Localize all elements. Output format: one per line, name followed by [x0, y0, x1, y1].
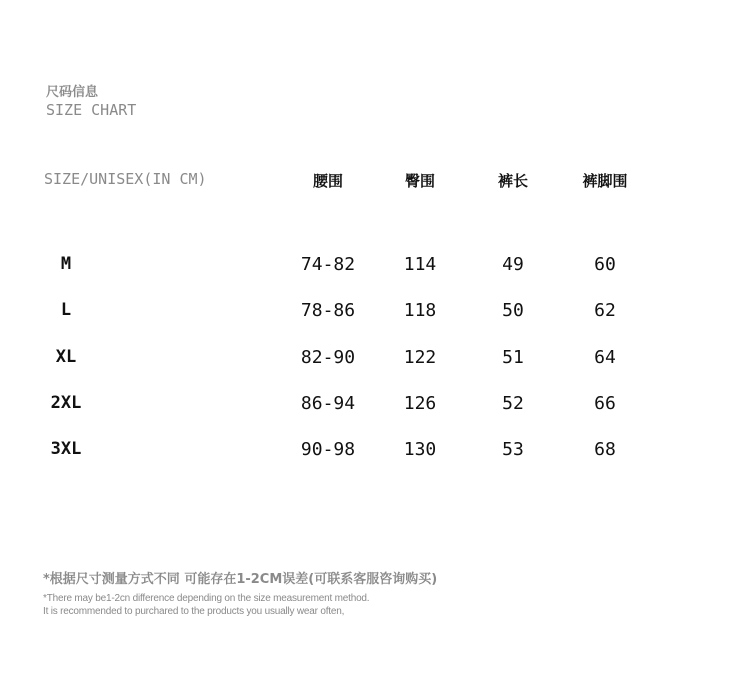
measurement-note-en-line2: It is recommended to purchared to the products you usually wear often,	[43, 606, 345, 617]
size-cell: M	[60, 254, 72, 274]
length-cell: 52	[502, 393, 524, 414]
length-cell: 49	[502, 254, 524, 275]
size-chart-heading-en: SIZE CHART	[46, 101, 137, 119]
waist-cell: 82-90	[300, 347, 356, 368]
column-header-length: 裤长	[497, 172, 528, 190]
length-cell: 51	[502, 347, 524, 368]
waist-cell: 74-82	[300, 254, 356, 275]
hip-cell: 118	[403, 300, 437, 321]
table-row	[0, 300, 750, 330]
column-header-waist: 腰围	[312, 172, 343, 190]
size-cell: 2XL	[50, 393, 82, 413]
table-row	[0, 347, 750, 377]
leg-opening-cell: 60	[594, 254, 616, 275]
table-row	[0, 439, 750, 469]
waist-cell: 90-98	[300, 439, 356, 460]
waist-cell: 86-94	[300, 393, 356, 414]
hip-cell: 114	[403, 254, 437, 275]
length-cell: 50	[502, 300, 524, 321]
table-row	[0, 393, 750, 423]
hip-cell: 126	[403, 393, 437, 414]
length-cell: 53	[502, 439, 524, 460]
size-cell: L	[60, 300, 72, 320]
size-column-header: SIZE/UNISEX(IN CM)	[44, 170, 207, 188]
size-chart-heading-cn: 尺码信息	[46, 85, 99, 100]
column-header-leg-opening: 裤脚围	[582, 172, 628, 190]
table-row	[0, 254, 750, 284]
hip-cell: 122	[403, 347, 437, 368]
leg-opening-cell: 68	[594, 439, 616, 460]
column-header-hip: 臀围	[404, 172, 435, 190]
waist-cell: 78-86	[300, 300, 356, 321]
measurement-note-cn: *根据尺寸测量方式不同 可能存在1-2CM误差(可联系客服咨询购买)	[43, 572, 438, 587]
measurement-note-en-line1: *There may be1-2cn difference depending on the size measurement method.	[43, 593, 370, 604]
hip-cell: 130	[403, 439, 437, 460]
size-cell: 3XL	[50, 439, 82, 459]
size-cell: XL	[55, 347, 77, 367]
leg-opening-cell: 64	[594, 347, 616, 368]
leg-opening-cell: 62	[594, 300, 616, 321]
leg-opening-cell: 66	[594, 393, 616, 414]
